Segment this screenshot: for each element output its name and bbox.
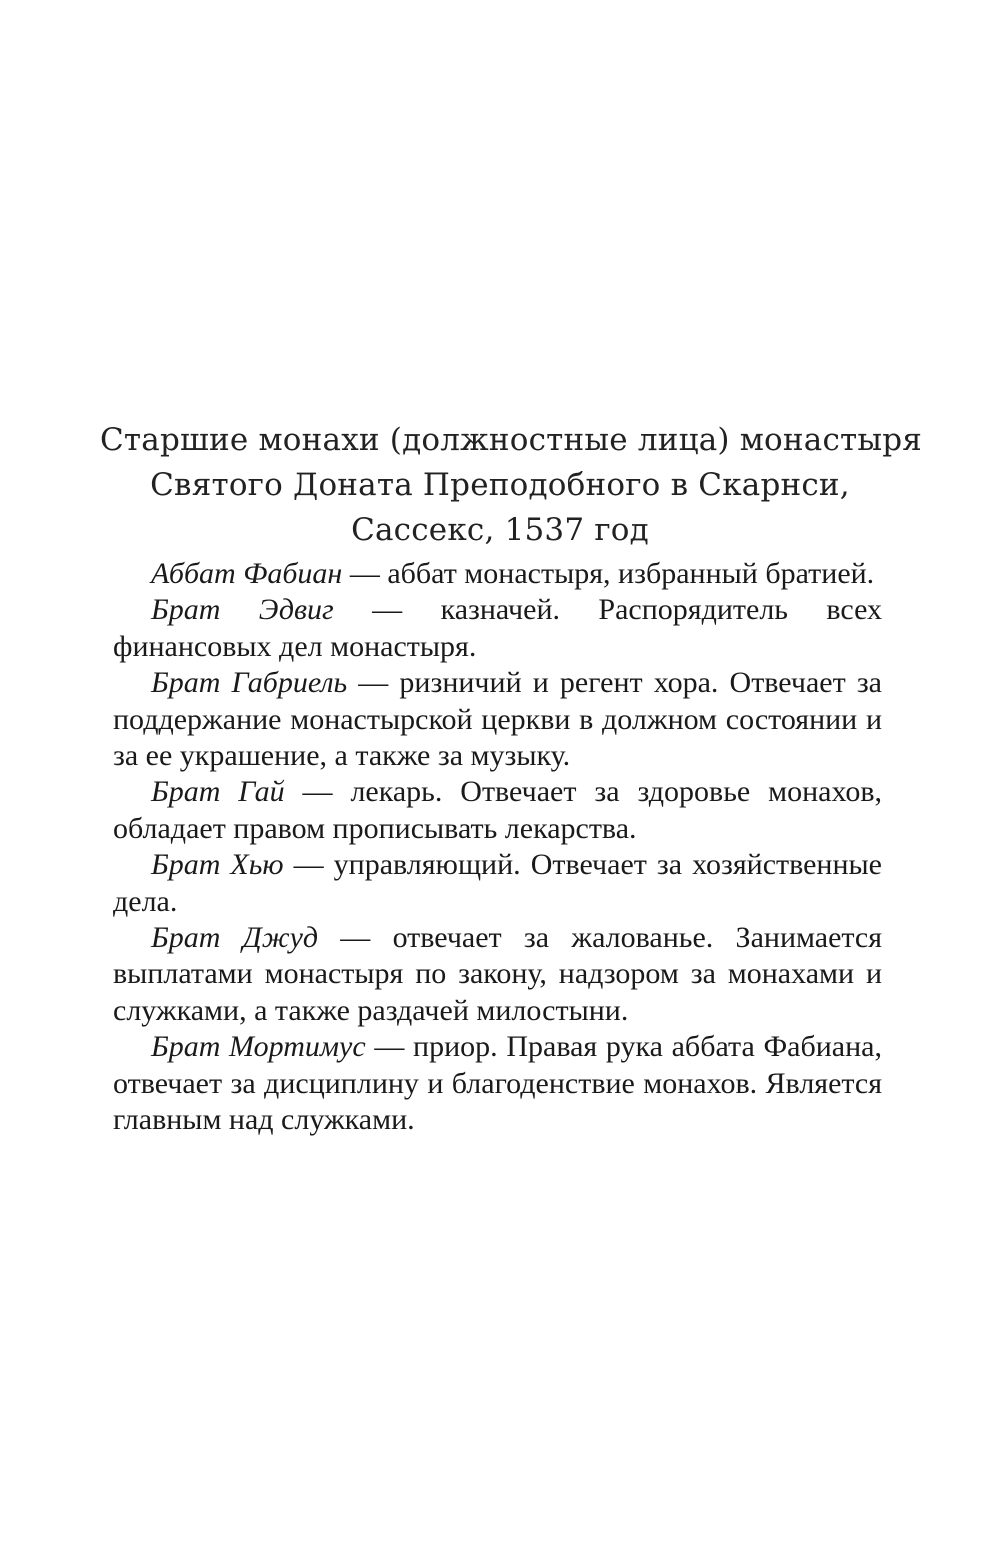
entry-brother-edwig	[113, 592, 882, 665]
entry-description: — ризничий и регент хора. Отвечает за поддержание монастырской церкви в должном состоянии и за ее украшение, а также за музыку.	[113, 666, 882, 773]
entry-description: — аббат монастыря, избранный братией.	[342, 557, 875, 590]
entry-name: Брат Гай	[151, 775, 285, 809]
entry-brother-mortimus	[113, 1029, 882, 1138]
heading-line-1: Старшие монахи (должностные лица) монастыря	[100, 422, 923, 458]
entry-abbot-fabian	[113, 556, 882, 592]
officials-list	[113, 556, 882, 1139]
entry-brother-hugh	[113, 847, 882, 920]
entry-description: — отвечает за жалованье. Занимается выплатами монастыря по закону, надзором за монахами и служками, а также раздачей милостыни.	[113, 921, 882, 1027]
entry-name: Брат Эдвиг	[151, 593, 334, 627]
entry-name: Аббат Фабиан	[151, 557, 343, 590]
entry-brother-guy	[113, 774, 882, 847]
entry-description: — казначей. Распорядитель всех финансовых дел монастыря.	[113, 593, 882, 663]
heading-line-3: Сассекс, 1537 год	[351, 512, 649, 548]
entry-description: — управляющий. Отвечает за хозяйственные дела.	[113, 848, 883, 918]
entry-name: Брат Мортимус	[151, 1030, 366, 1064]
entry-description: — приор. Правая рука аббата Фабиана, отвечает за дисциплину и благоденствие монахов. Является главным над служками.	[113, 1030, 882, 1137]
entry-brother-jude	[113, 920, 882, 1029]
entry-brother-gabriel	[113, 665, 882, 774]
entry-name: Брат Габриель	[151, 666, 348, 700]
heading-line-2: Святого Доната Преподобного в Скарнси,	[150, 467, 850, 503]
entry-name: Брат Джуд	[151, 921, 319, 955]
entry-name: Брат Хью	[151, 848, 284, 882]
page-heading	[100, 418, 923, 553]
entry-description: — лекарь. Отвечает за здоровье монахов, обладает правом прописывать лекарства.	[113, 775, 882, 845]
